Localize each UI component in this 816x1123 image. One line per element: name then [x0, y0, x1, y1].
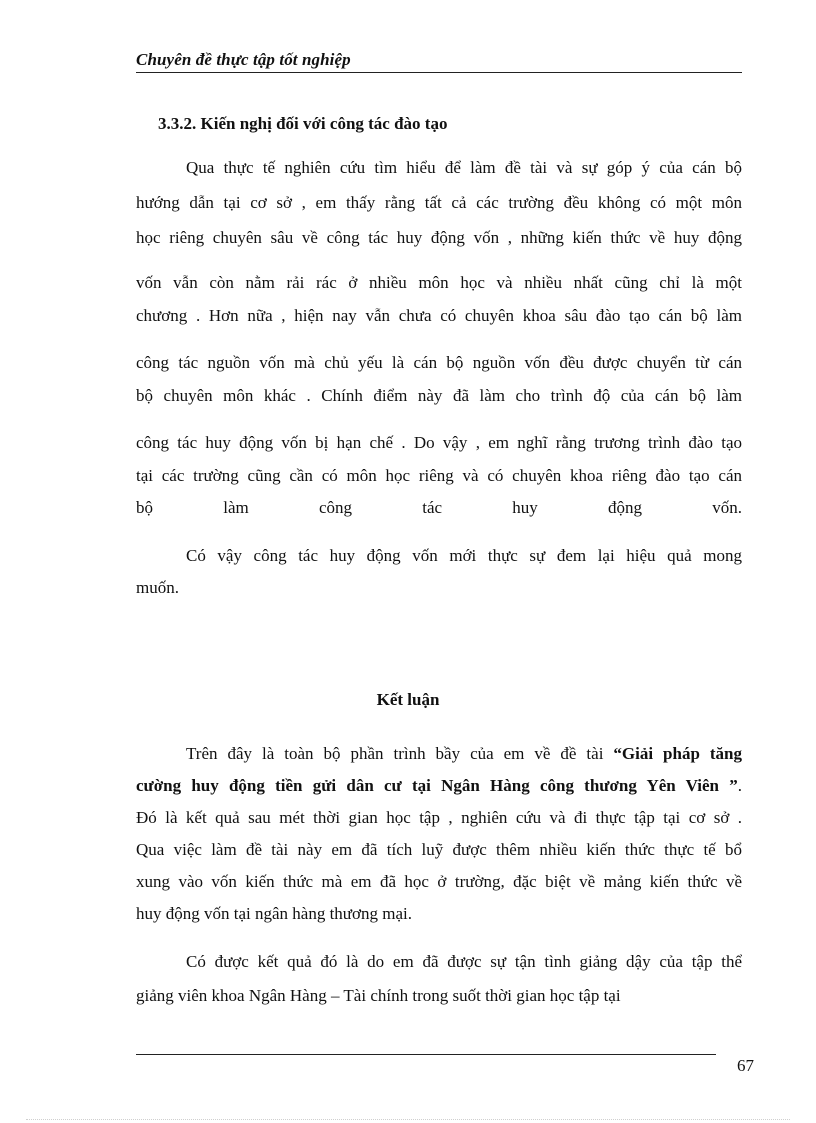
conclusion-title: Kết luận: [376, 690, 440, 709]
text-line: huy động vốn tại ngân hàng thương mại.: [136, 904, 413, 923]
text-line: Qua thực tế nghiên cứu tìm hiểu để làm đề tài và sự góp ý của cán bộ: [186, 158, 742, 177]
text-line: [136, 770, 742, 802]
text-line: bộ chuyên môn khác . Chính điểm này đã làm cho trình độ của cán bộ làm: [136, 386, 742, 405]
running-header: Chuyên đề thực tập tốt nghiệp: [136, 50, 742, 73]
text-line: Có được kết quả đó là do em đã được sự tận tình giảng dậy của tập thể: [186, 952, 742, 971]
text-line: công tác huy động vốn bị hạn chế . Do vậy , em nghĩ rằng trương trình đào tạo: [136, 433, 742, 452]
paragraph-acknowledgement: [136, 946, 742, 1016]
text-line: tại các trường cũng cần có môn học riêng và có chuyên khoa riêng đào tạo cán: [136, 466, 742, 485]
thesis-title-bold: “Giải pháp tăng: [613, 744, 742, 763]
text-line: giảng viên khoa Ngân Hàng – Tài chính trong suốt thời gian học tập tại: [136, 986, 621, 1005]
text-line: hướng dẫn tại cơ sở , em thấy rằng tất cả các trường đều không có một môn: [136, 193, 742, 212]
page-edge-divider: [26, 1119, 790, 1120]
text-line: [186, 738, 742, 770]
thesis-title-bold: cường huy động tiền gửi dân cư tại Ngân Hàng công thương Yên Viên ”: [136, 776, 738, 795]
text-line: Qua việc làm đề tài này em đã tích luỹ được thêm nhiều kiến thức thực tế bổ: [136, 840, 742, 859]
text-line: muốn.: [136, 578, 179, 597]
text-line: học riêng chuyên sâu về công tác huy động vốn , những kiến thức về huy động: [136, 228, 742, 247]
paragraph-effectiveness: [136, 540, 742, 610]
text-span: .: [737, 776, 742, 795]
section-heading: 3.3.2. Kiến nghị đối với công tác đào tạo: [158, 114, 448, 133]
text-line: vốn vẫn còn nằm rải rác ở nhiều môn học và nhiều nhất cũng chỉ là một: [136, 273, 742, 292]
paragraph-training-recommendation: [136, 152, 742, 522]
paragraph-conclusion-summary: [136, 738, 742, 938]
page-number: 67: [737, 1056, 754, 1075]
text-line: chương . Hơn nữa , hiện nay vẫn chưa có chuyên khoa sâu đào tạo cán bộ làm: [136, 306, 742, 325]
text-line: xung vào vốn kiến thức mà em đã học ở trường, đặc biệt về mảng kiến thức về: [136, 872, 742, 891]
text-line: Đó là kết quả sau mét thời gian học tập , nghiên cứu và đi thực tập tại cơ sở .: [136, 808, 742, 827]
text-line: công tác nguồn vốn mà chủ yếu là cán bộ nguồn vốn đều được chuyển từ cán: [136, 353, 742, 372]
footer-rule: [136, 1054, 716, 1055]
text-line: bộ làm công tác huy động vốn.: [136, 498, 742, 517]
text-span: Trên đây là toàn bộ phần trình bầy của em về đề tài: [186, 744, 614, 763]
text-line: Có vậy công tác huy động vốn mới thực sự đem lại hiệu quả mong: [186, 546, 742, 565]
